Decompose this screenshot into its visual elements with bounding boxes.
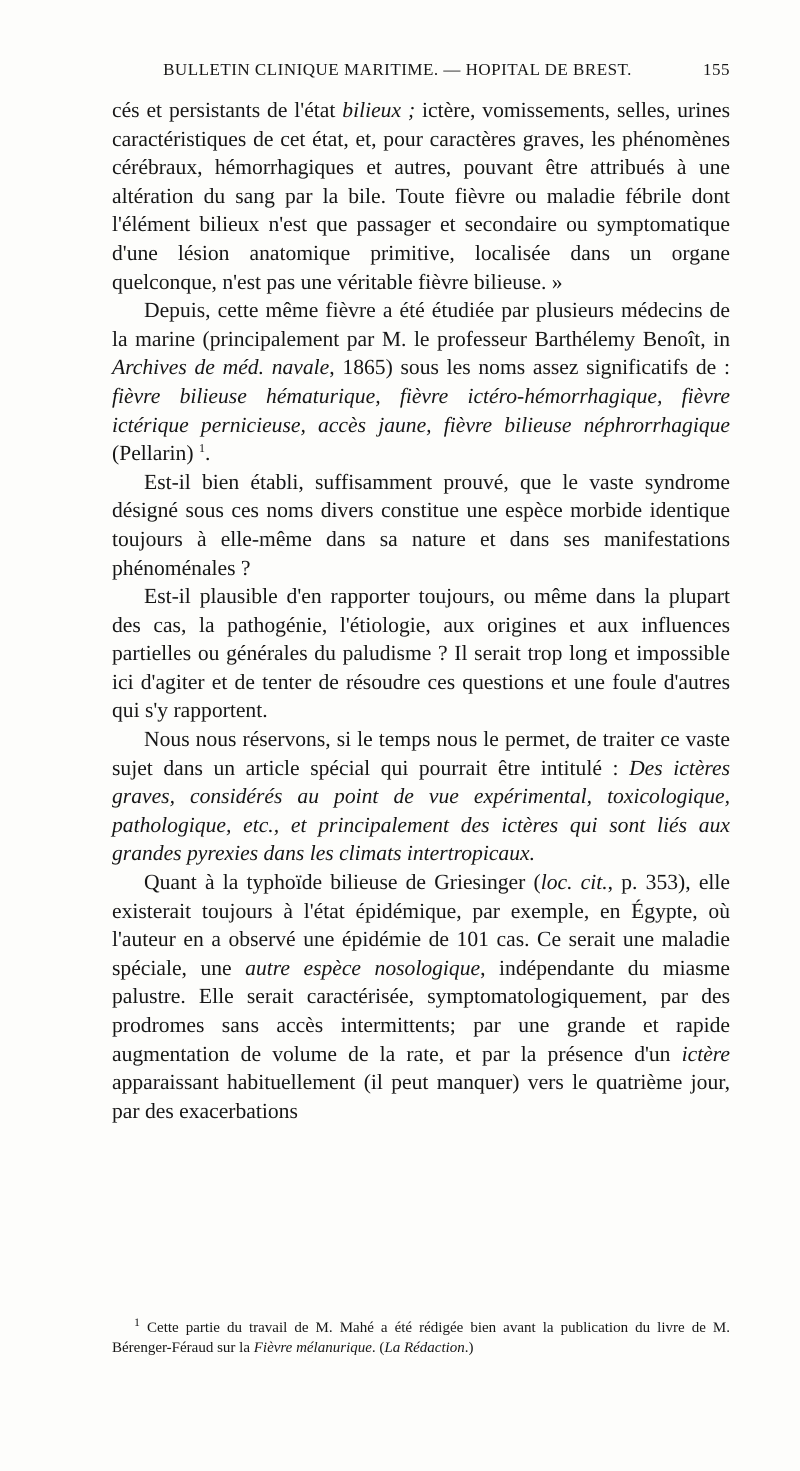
footnote-marker: 1 — [134, 1315, 140, 1329]
italic-text: bilieux ; — [342, 98, 416, 122]
text-run: apparaissant habituellement (il peut manquer) vers le quatrième jour, par des exacerbations — [112, 1070, 730, 1123]
footnote-text — [112, 1315, 730, 1358]
page-number: 155 — [703, 60, 730, 79]
text-run: Quant à la typhoïde bilieuse de Griesinger ( — [144, 870, 541, 895]
text-run: ictère, vomissements, selles, urines caractéristiques de cet état, et, pour caractères graves, les phénomènes cérébraux, hémorrhagiques et autres, pouvant être attribués à une altération du sang par la bile. Toute fièvre ou maladie fébrile dont l'élément bilieux n'est que passager et secondaire ou symptomatique d'une lésion anatomique primitive, localisée dans un organe quelconque, n'est pas une véritable fièvre bilieuse. » — [112, 98, 730, 294]
body-text — [112, 96, 730, 1125]
text-run: , p. 353), elle existerait toujours à l'état épidémique, par exemple, en Égypte, où l'auteur en a observé une épidémie de 101 cas. Ce serait une maladie spéciale, une — [112, 870, 730, 980]
italic-text: fièvre bilieuse hématurique, fièvre ictéro-hémorrhagique, fièvre ictérique pernicieuse, accès jaune, fièvre bilieuse néphrorrhagique — [112, 383, 730, 437]
paragraph — [112, 468, 730, 582]
italic-text: autre espèce nosologique — [245, 955, 481, 980]
paragraph — [112, 725, 730, 868]
paragraph — [112, 296, 730, 468]
italic-text: Fièvre mélanurique — [253, 1340, 372, 1356]
italic-text: Des ictères graves, considérés au point de vue expérimental, toxicologique, pathologique, etc., et principalement des ictères qui sont liés aux grandes pyrexies dans les climats intertropicaux. — [112, 755, 730, 866]
text-run: .) — [464, 1340, 474, 1356]
footnote — [112, 1315, 730, 1358]
text-run: Depuis, cette même fièvre a été étudiée par plusieurs médecins de la marine (principalement par M. le professeur Barthélemy Benoît, in — [112, 298, 730, 351]
text-run: . — [204, 441, 211, 466]
paragraph — [112, 582, 730, 725]
italic-text: La Rédaction — [384, 1340, 465, 1356]
text-run: cés et persistants de l'état — [112, 98, 343, 122]
paragraph — [112, 868, 730, 1125]
text-run: Nous nous réservons, si le temps nous le permet, de traiter ce vaste sujet dans un article spécial qui pourrait être intitulé : — [112, 727, 730, 780]
text-run: Est-il bien établi, suffisamment prouvé, que le vaste syndrome désigné sous ces noms divers constitue une espèce morbide identique toujours à elle-même dans sa nature et dans ses manifestations phénoménales ? — [112, 469, 730, 580]
running-header — [112, 60, 730, 80]
text-run: , indépendante du miasme palustre. Elle serait caractérisée, symptomatologiquement, par des prodromes sans accès intermittents; par une grande et rapide augmentation de volume de la rate, et par la présence d'un — [112, 955, 730, 1066]
text-run: Cette partie du travail de M. Mahé a été rédigée bien avant la publication du livre de M. Bérenger-Féraud sur la — [112, 1320, 730, 1356]
italic-text: ictère — [681, 1041, 730, 1066]
italic-text: Archives de méd. navale — [112, 355, 330, 380]
text-run: . ( — [371, 1340, 385, 1356]
text-run: , 1865) sous les noms assez significatifs de : — [329, 355, 730, 380]
paragraph — [112, 96, 730, 296]
text-run: Est-il plausible d'en rapporter toujours, ou même dans la plupart des cas, la pathogénie, l'étiologie, aux origines et aux influences partielles ou générales du paludisme ? Il serait trop long et impossible ici d'agiter et de tenter de résoudre ces questions et une foule d'autres qui s'y rapportent. — [112, 584, 730, 723]
text-run: (Pellarin) — [112, 441, 199, 466]
footnote-marker: 1 — [198, 440, 205, 455]
italic-text: loc. cit. — [540, 870, 608, 895]
running-title: BULLETIN CLINIQUE MARITIME. — HOPITAL DE BREST. — [163, 60, 632, 79]
